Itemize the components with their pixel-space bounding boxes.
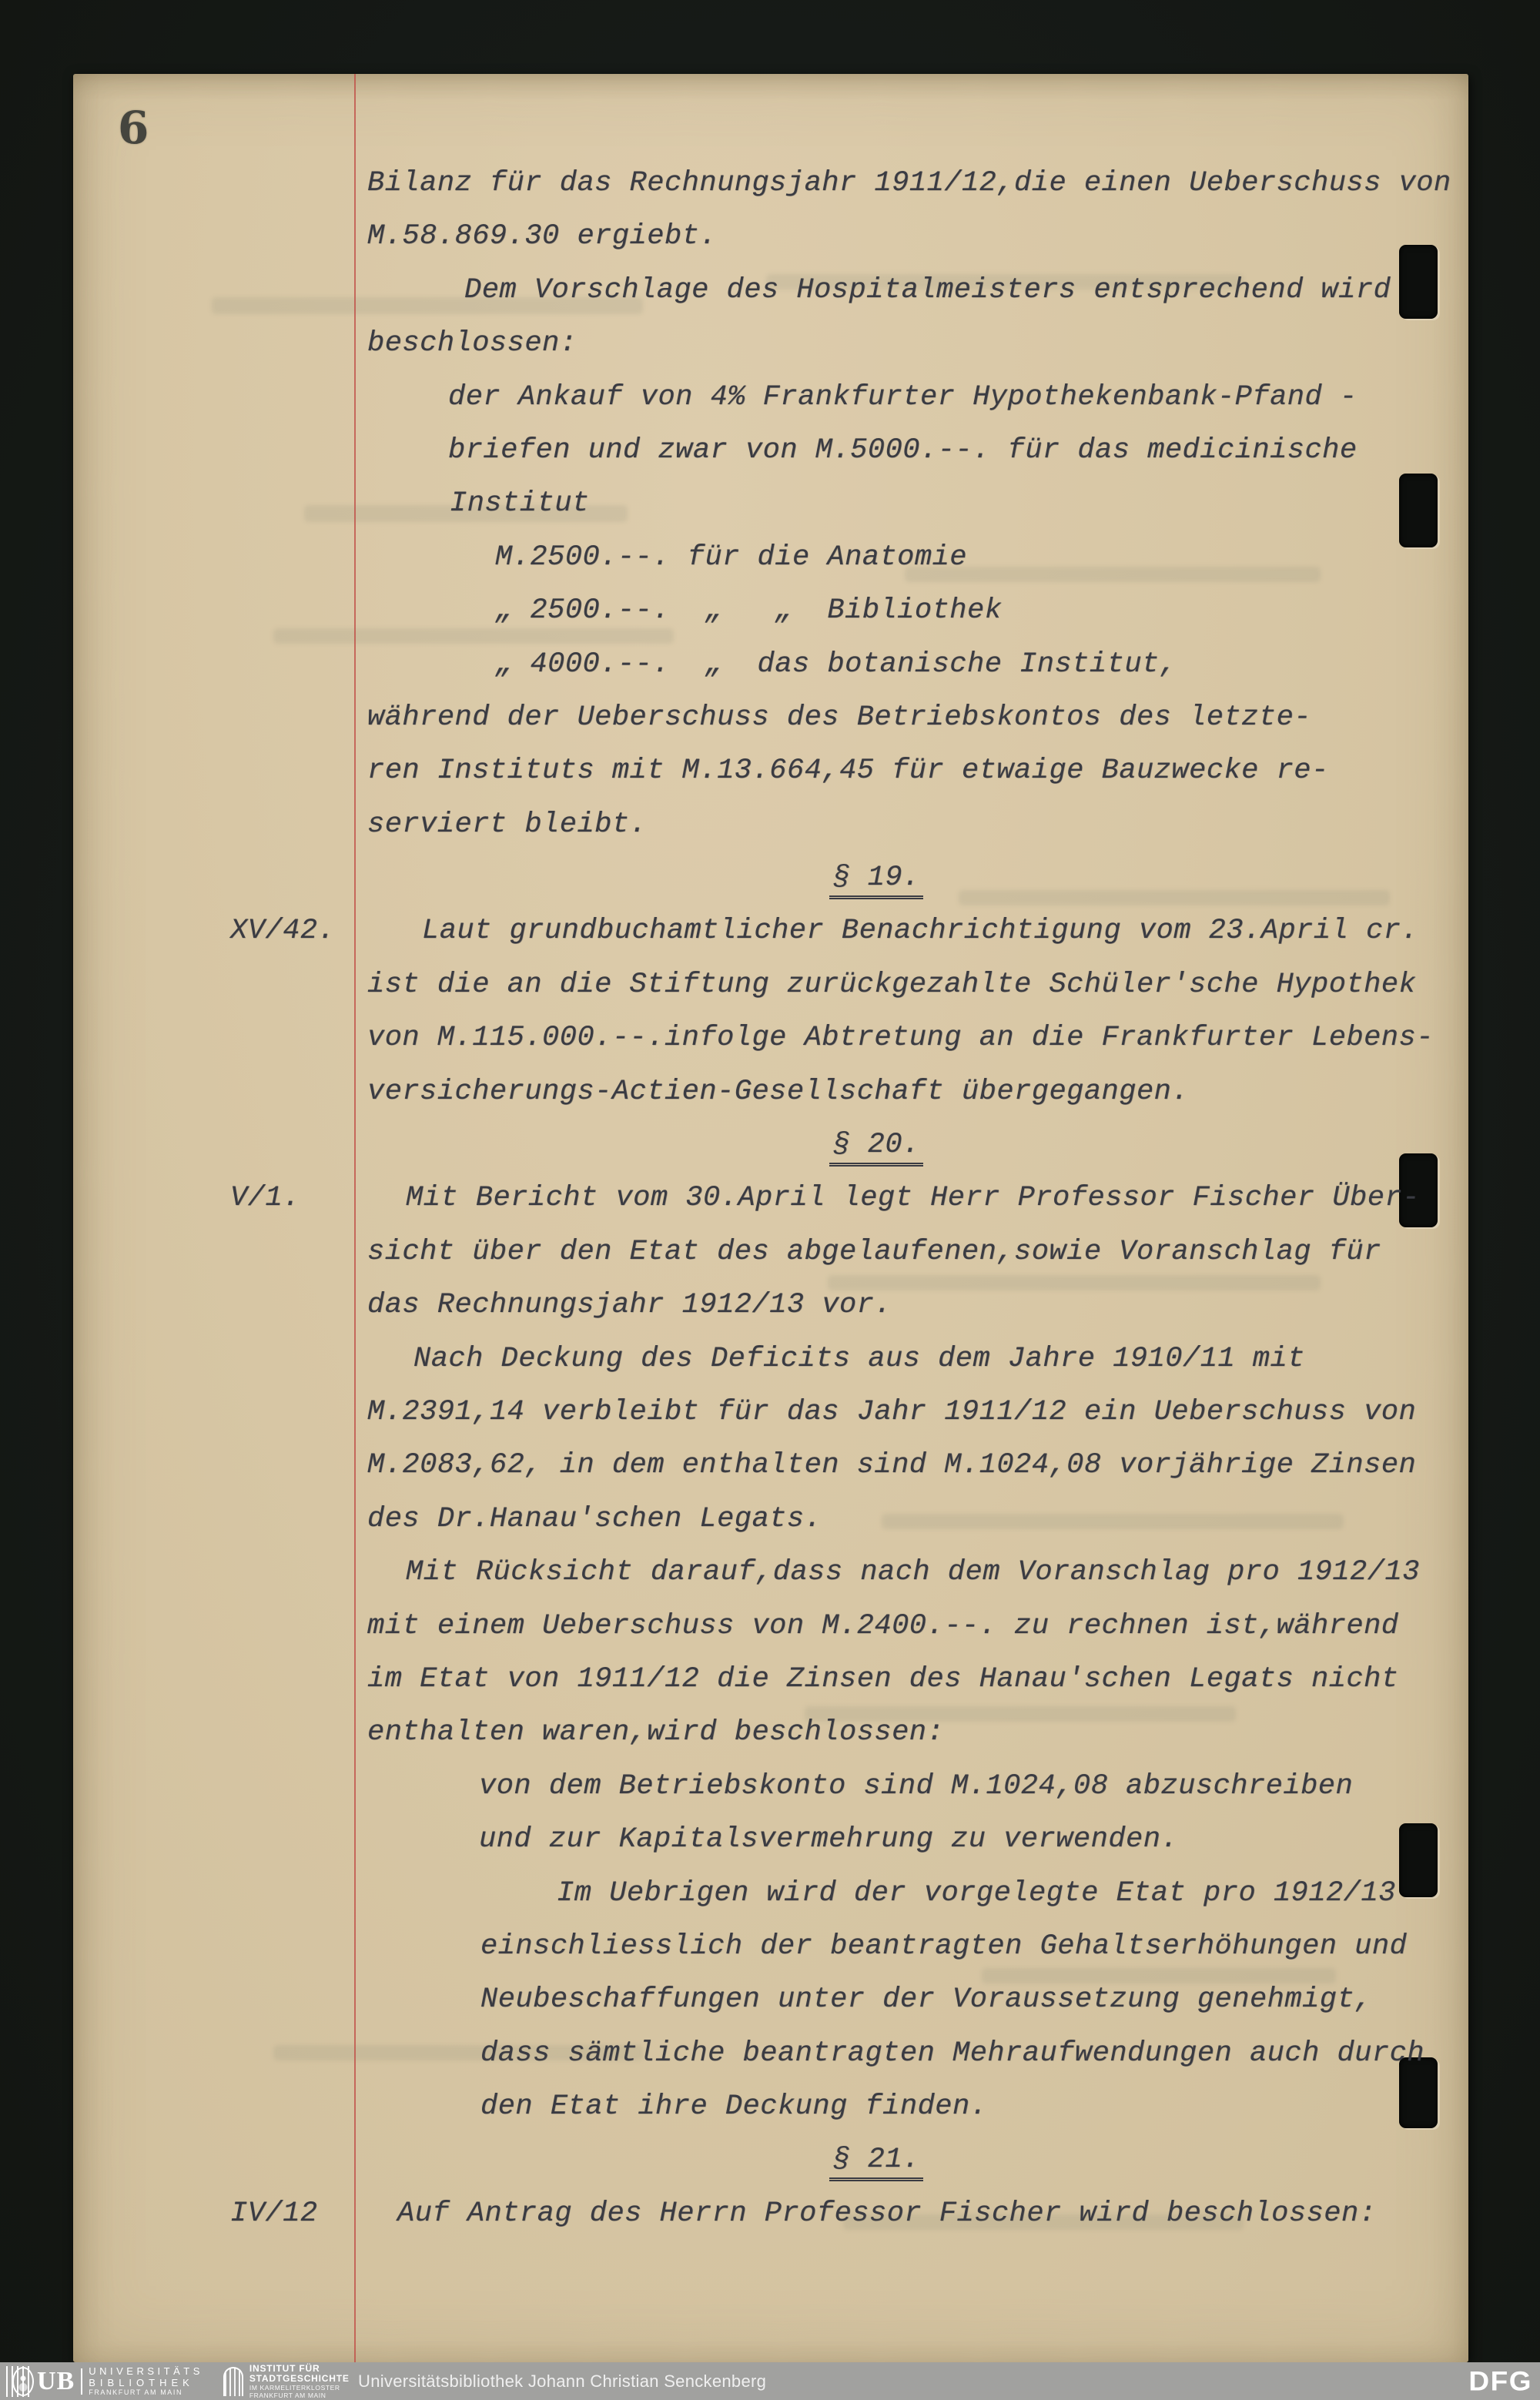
footer-bar — [0, 2362, 1540, 2400]
line-text: ist die an die Stiftung zurückgezahlte Schüler'sche Hypothek — [367, 968, 1417, 1001]
dfg-logo: DFG — [1468, 2365, 1532, 2396]
margin-note: IV/12 — [230, 2197, 318, 2230]
line-text: und zur Kapitalsvermehrung zu verwenden. — [479, 1823, 1179, 1856]
document-line — [73, 1822, 1468, 1875]
document-line — [73, 2036, 1468, 2089]
line-text: „ 4000.--. „ das botanische Institut, — [495, 648, 1177, 681]
ub-frankfurt-logo — [6, 2366, 203, 2397]
document-line — [73, 593, 1468, 646]
document-line — [73, 1020, 1468, 1073]
line-text: Mit Rücksicht darauf,dass nach dem Voranschlag pro 1912/13 — [406, 1556, 1420, 1589]
line-text: im Etat von 1911/12 die Zinsen des Hanau'schen Legats nicht — [367, 1662, 1399, 1695]
section-heading-label: § 20. — [829, 1129, 923, 1167]
line-text: M.2500.--. für die Anatomie — [495, 541, 967, 574]
document-line — [73, 913, 1468, 966]
line-text: M.58.869.30 ergiebt. — [367, 220, 718, 253]
document-line — [73, 700, 1468, 753]
margin-note: XV/42. — [230, 915, 336, 948]
document-line — [73, 1982, 1468, 2035]
institut-logo-line3: IM KARMELITERKLOSTER — [249, 2384, 340, 2392]
institut-stadtgeschichte-logo — [223, 2364, 350, 2398]
document-line — [73, 1074, 1468, 1127]
line-text: Auf Antrag des Herrn Professor Fischer wird beschlossen: — [397, 2197, 1377, 2230]
ub-abbrev: UB — [37, 2368, 82, 2395]
document-line — [73, 1448, 1468, 1501]
document-line — [73, 647, 1468, 700]
document-line — [73, 433, 1468, 486]
document-line — [73, 1394, 1468, 1448]
document-line — [73, 1608, 1468, 1662]
ub-logo-line2: BIBLIOTHEK — [89, 2377, 194, 2388]
line-text: versicherungs-Actien-Gesellschaft übergegangen. — [367, 1075, 1190, 1108]
document-line — [73, 166, 1468, 219]
goethe-portrait-icon — [12, 2367, 34, 2396]
document-line — [73, 1180, 1468, 1233]
section-heading — [73, 860, 1468, 913]
document-line — [73, 1929, 1468, 1982]
line-text: Bilanz für das Rechnungsjahr 1911/12,die einen Ueberschuss von — [367, 167, 1451, 199]
document-line — [73, 1555, 1468, 1608]
line-text: „ 2500.--. „ „ Bibliothek — [495, 594, 1003, 628]
line-text: M.2391,14 verbleibt für das Jahr 1911/12 ein Ueberschuss von — [367, 1395, 1417, 1428]
document-line — [73, 380, 1468, 433]
line-text: serviert bleibt. — [367, 808, 648, 841]
margin-note: V/1. — [230, 1182, 300, 1215]
document-line — [73, 1715, 1468, 1768]
line-text: Im Uebrigen wird der vorgelegte Etat pro 1912/13 — [557, 1876, 1396, 1910]
document-line — [73, 1287, 1468, 1341]
line-text: des Dr.Hanau'schen Legats. — [367, 1502, 822, 1535]
line-text: ren Instituts mit M.13.664,45 für etwaige Bauzwecke re- — [367, 755, 1329, 788]
document-line — [73, 1501, 1468, 1555]
document-line — [73, 1769, 1468, 1822]
line-text: beschlossen: — [367, 327, 578, 360]
document-line — [73, 273, 1468, 326]
institut-logo-line4: FRANKFURT AM MAIN — [249, 2391, 326, 2399]
document-line — [73, 1341, 1468, 1394]
document-line — [73, 326, 1468, 379]
document-line — [73, 2196, 1468, 2249]
section-heading — [73, 2142, 1468, 2195]
line-text: Neubeschaffungen unter der Voraussetzung genehmigt, — [480, 1983, 1372, 2017]
line-text: Laut grundbuchamtlicher Benachrichtigung vom 23.April cr. — [422, 915, 1419, 948]
line-text: dass sämtliche beantragten Mehraufwendungen auch durch — [480, 2037, 1424, 2070]
document-page — [73, 74, 1468, 2362]
line-text: einschliesslich der beantragten Gehaltserhöhungen und — [480, 1930, 1408, 1963]
typewritten-text-block — [73, 166, 1468, 2249]
line-text: mit einem Ueberschuss von M.2400.--. zu rechnen ist,während — [367, 1609, 1399, 1642]
document-line — [73, 753, 1468, 806]
line-text: enthalten waren,wird beschlossen: — [367, 1716, 945, 1749]
document-line — [73, 540, 1468, 593]
karmeliterkloster-arch-icon — [223, 2367, 243, 2396]
line-text: den Etat ihre Deckung finden. — [480, 2090, 988, 2124]
section-heading-label: § 21. — [829, 2144, 923, 2181]
document-line — [73, 1876, 1468, 1929]
ub-logo-line3: FRANKFURT AM MAIN — [89, 2388, 183, 2396]
ub-logo-text — [89, 2366, 203, 2396]
line-text: M.2083,62, in dem enthalten sind M.1024,08 vorjährige Zinsen — [367, 1449, 1417, 1482]
institut-logo-line2: STADTGESCHICHTE — [249, 2373, 350, 2384]
line-text: der Ankauf von 4% Frankfurter Hypothekenbank-Pfand - — [448, 380, 1358, 413]
institut-logo-text — [249, 2364, 350, 2398]
line-text: von M.115.000.--.infolge Abtretung an die Frankfurter Lebens- — [367, 1022, 1434, 1055]
line-text: Mit Bericht vom 30.April legt Herr Professor Fischer Über- — [406, 1182, 1420, 1215]
line-text: Institut — [450, 487, 590, 521]
line-text: während der Ueberschuss des Betriebskontos des letzte- — [367, 701, 1311, 734]
document-line — [73, 1234, 1468, 1287]
document-line — [73, 1662, 1468, 1715]
library-name: Universitätsbibliothek Johann Christian Senckenberg — [358, 2371, 767, 2391]
line-text: von dem Betriebskonto sind M.1024,08 abzuschreiben — [479, 1769, 1354, 1803]
line-text: sicht über den Etat des abgelaufenen,sowie Voranschlag für — [367, 1235, 1381, 1268]
institut-logo-line1: INSTITUT FÜR — [249, 2363, 320, 2374]
line-text: briefen und zwar von M.5000.--. für das medicinische — [448, 433, 1358, 467]
document-line — [73, 486, 1468, 539]
line-text: Dem Vorschlage des Hospitalmeisters entsprechend wird — [464, 273, 1391, 306]
line-text: das Rechnungsjahr 1912/13 vor. — [367, 1289, 892, 1322]
document-line — [73, 807, 1468, 860]
section-heading — [73, 1127, 1468, 1180]
document-line — [73, 967, 1468, 1020]
document-line — [73, 2089, 1468, 2142]
page-number: 6 — [118, 102, 149, 154]
ub-logo-line1: UNIVERSITÄTS — [89, 2365, 203, 2377]
document-line — [73, 219, 1468, 272]
line-text: Nach Deckung des Deficits aus dem Jahre 1910/11 mit — [413, 1342, 1305, 1375]
section-heading-label: § 19. — [829, 862, 923, 899]
